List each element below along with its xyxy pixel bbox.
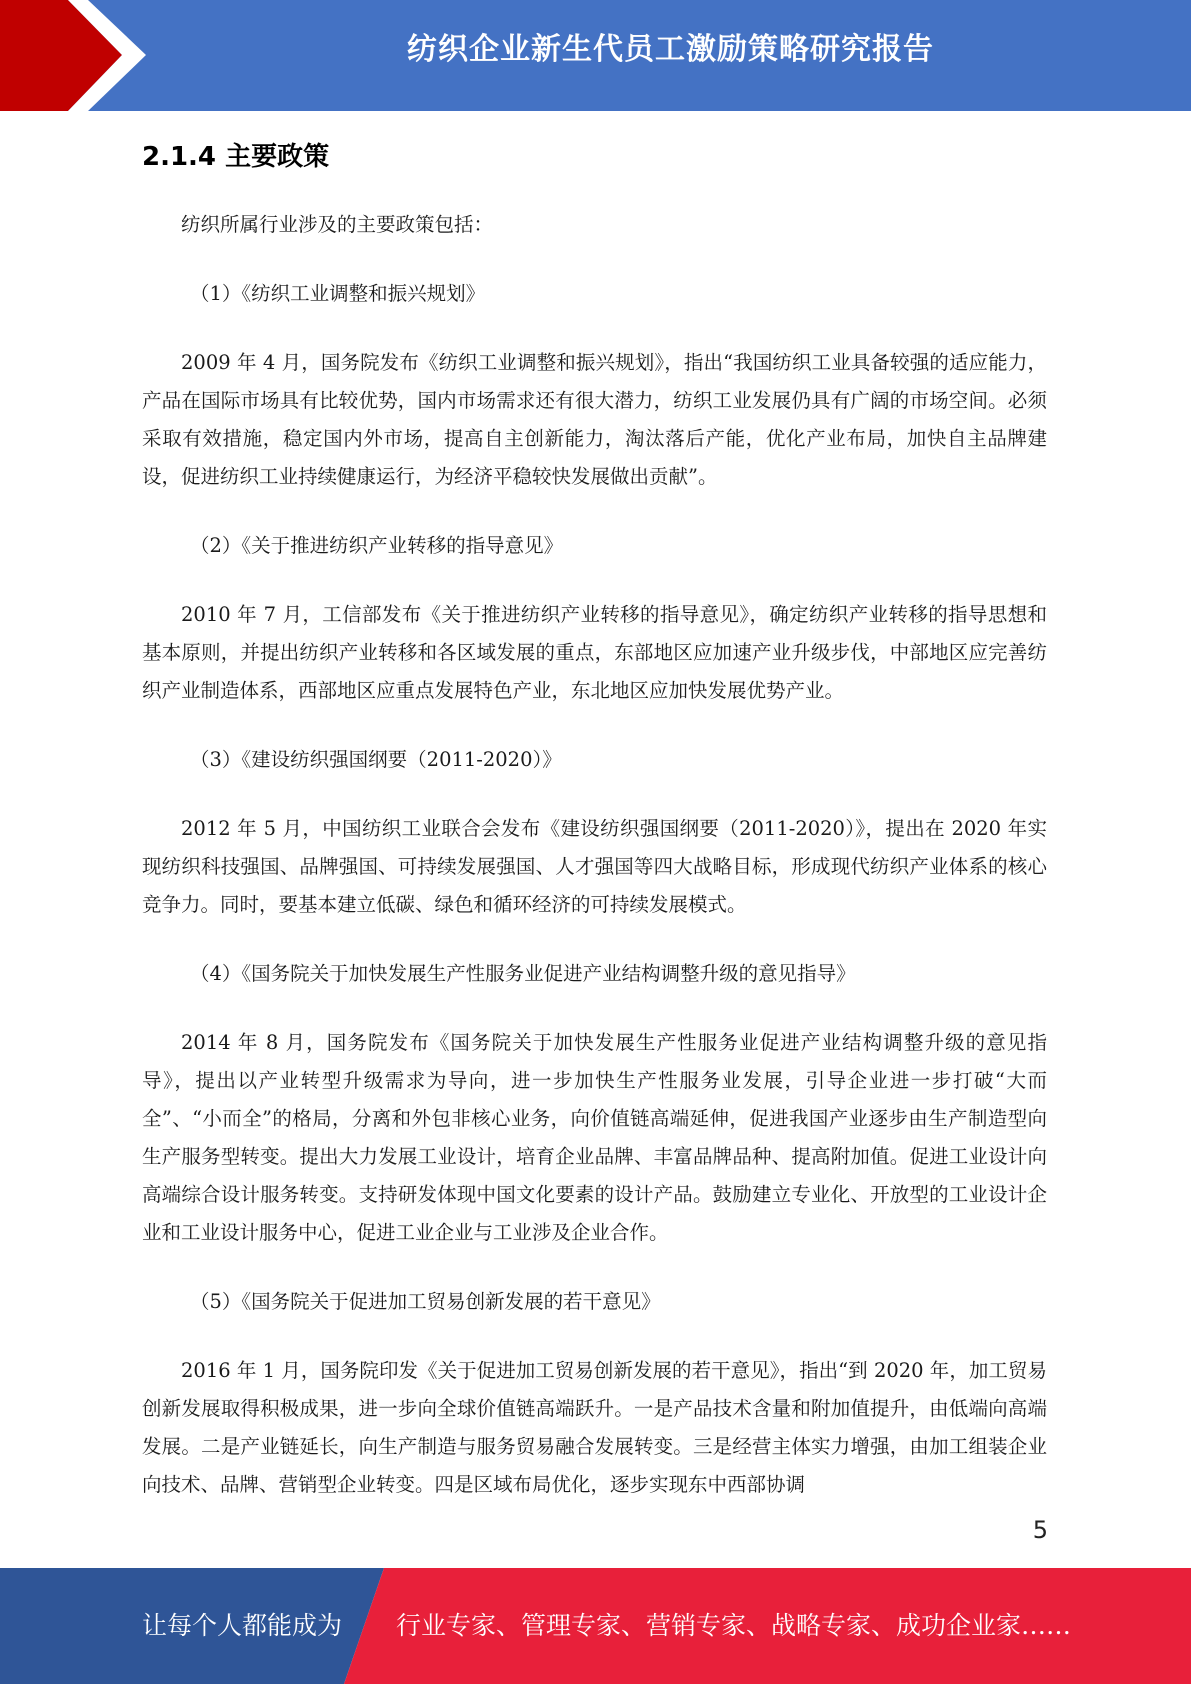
header-arrow-decoration <box>0 0 160 111</box>
policy-title-4: （4）《国务院关于加快发展生产性服务业促进产业结构调整升级的意见指导》 <box>190 962 856 985</box>
header-banner <box>0 0 1191 111</box>
section-heading: 2.1.4 主要政策 <box>142 142 330 172</box>
report-title: 纺织企业新生代员工激励策略研究报告 <box>407 32 934 67</box>
page-number: 5 <box>1032 1516 1048 1544</box>
policy-title-3: （3）《建设纺织强国纲要（2011-2020）》 <box>190 748 562 771</box>
main-content <box>142 120 1047 1504</box>
intro-paragraph: 纺织所属行业涉及的主要政策包括： <box>181 213 494 236</box>
policy-title-1: （1）《纺织工业调整和振兴规划》 <box>190 282 486 305</box>
policy-body-2: 2010 年 7 月，工信部发布《关于推进纺织产业转移的指导意见》，确定纺织产业转移的指导思想和基本原则，并提出纺织产业转移和各区域发展的重点，东部地区应加速产业升级步伐，中部地区应完善纺织产业制造体系，西部地区应重点发展特色产业，东北地区应加快发展优势产业。 <box>142 603 1047 702</box>
policy-title-5: （5）《国务院关于促进加工贸易创新发展的若干意见》 <box>190 1290 661 1313</box>
footer-slogan-left: 让每个人都能成为 <box>142 1611 343 1640</box>
policy-title-2: （2）《关于推进纺织产业转移的指导意见》 <box>190 534 564 557</box>
policy-body-4: 2014 年 8 月，国务院发布《国务院关于加快发展生产性服务业促进产业结构调整升级的意见指导》，提出以产业转型升级需求为导向，进一步加快生产性服务业发展，引导企业进一步打破“大而全”、“小而全”的格局，分离和外包非核心业务，向价值链高端延伸，促进我国产业逐步由生产制造型向生产服务型转变。提出大力发展工业设计，培育企业品牌、丰富品牌品种、提高附加值。促进工业设计向高端综合设计服务转变。支持研发体现中国文化要素的设计产品。鼓励建立专业化、开放型的工业设计企业和工业设计服务中心，促进工业企业与工业涉及企业合作。 <box>142 1031 1047 1244</box>
footer-slogan-right: 行业专家、管理专家、营销专家、战略专家、成功企业家…… <box>396 1611 1072 1640</box>
footer-banner <box>0 1568 1191 1684</box>
policy-body-3: 2012 年 5 月，中国纺织工业联合会发布《建设纺织强国纲要（2011-2020）》，提出在 2020 年实现纺织科技强国、品牌强国、可持续发展强国、人才强国等四大战略目标，形成现代纺织产业体系的核心竞争力。同时，要基本建立低碳、绿色和循环经济的可持续发展模式。 <box>142 817 1047 916</box>
policy-body-5: 2016 年 1 月，国务院印发《关于促进加工贸易创新发展的若干意见》，指出“到 2020 年，加工贸易创新发展取得积极成果，进一步向全球价值链高端跃升。一是产品技术含量和附加值提升，由低端向高端发展。二是产业链延长，向生产制造与服务贸易融合发展转变。三是经营主体实力增强，由加工组装企业向技术、品牌、营销型企业转变。四是区域布局优化，逐步实现东中西部协调 <box>142 1359 1047 1496</box>
policy-body-1: 2009 年 4 月，国务院发布《纺织工业调整和振兴规划》，指出“我国纺织工业具备较强的适应能力，产品在国际市场具有比较优势，国内市场需求还有很大潜力，纺织工业发展仍具有广阔的市场空间。必须采取有效措施，稳定国内外市场，提高自主创新能力，淘汰落后产能，优化产业布局，加快自主品牌建设，促进纺织工业持续健康运行，为经济平稳较快发展做出贡献”。 <box>142 351 1047 488</box>
